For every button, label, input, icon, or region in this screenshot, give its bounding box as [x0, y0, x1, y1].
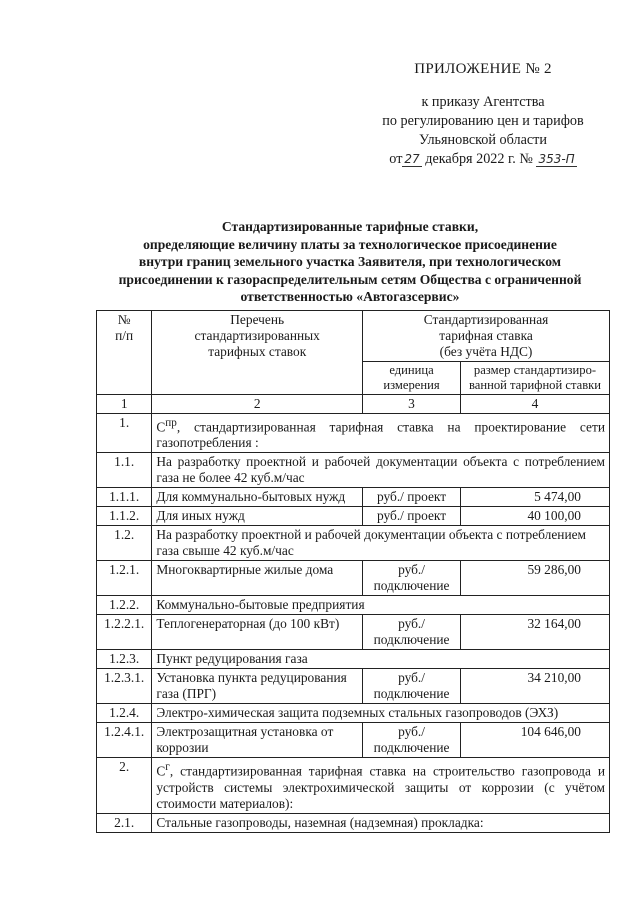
- row-number: 1.1.2.: [97, 507, 152, 526]
- handwritten-order-number: 353-П: [538, 152, 575, 166]
- header-size-line: размер стандартизиро-: [473, 363, 597, 377]
- column-number: 2: [152, 395, 363, 414]
- row-description: Установка пункта редуцирования газа (ПРГ): [152, 669, 363, 704]
- unit-line: подключение: [373, 578, 450, 594]
- row-number: 1.2.2.: [97, 596, 152, 615]
- row-number: 1.2.2.1.: [97, 615, 152, 650]
- row-description: Коммунально-бытовые предприятия: [152, 596, 610, 615]
- unit-line: подключение: [373, 632, 450, 648]
- document-title: [96, 218, 604, 306]
- order-reference-line: к приказу Агентства: [421, 94, 545, 110]
- date-prefix: от: [389, 151, 403, 167]
- appendix-header: [358, 60, 608, 169]
- row-number: 2.1.: [97, 813, 152, 832]
- row-number: 1.2.4.1.: [97, 723, 152, 758]
- row-description: Теплогенераторная (до 100 кВт): [152, 615, 363, 650]
- header-group-line: Стандартизированная: [423, 312, 549, 327]
- title-line: внутри границ земельного участка Заявителя, при технологическом: [138, 254, 562, 269]
- tariff-rates-table: [96, 310, 610, 833]
- row-unit: [363, 669, 461, 704]
- row-number: 1.2.3.1.: [97, 669, 152, 704]
- header-size-cell: [460, 362, 609, 395]
- header-list-cell: [152, 311, 363, 395]
- row-unit: [363, 723, 461, 758]
- row-description: На разработку проектной и рабочей документации объекта с потреблением газа не более 42 куб.м/час: [152, 453, 610, 488]
- row-value: 40 100,00: [460, 507, 609, 526]
- row-value: 32 164,00: [460, 615, 609, 650]
- unit-line: руб./: [398, 724, 425, 740]
- row-number: 1.1.: [97, 453, 152, 488]
- handwritten-day: 27: [404, 152, 420, 166]
- title-line: ответственностью «Автогазсервис»: [240, 289, 460, 304]
- row-description: Для иных нужд: [152, 507, 363, 526]
- row-number: 1.2.4.: [97, 704, 152, 723]
- column-number-row: [97, 395, 610, 414]
- unit-line: подключение: [373, 740, 450, 756]
- header-list-line: Перечень: [230, 312, 285, 327]
- table-row: [97, 414, 610, 453]
- row-number: 1.2.1.: [97, 561, 152, 596]
- row-unit: руб./ проект: [363, 488, 461, 507]
- table-row: [97, 650, 610, 669]
- header-list-line: стандартизированных: [194, 328, 320, 343]
- header-list-line: тарифных ставок: [208, 344, 307, 359]
- column-number: 4: [460, 395, 609, 414]
- table-row: [97, 704, 610, 723]
- row-description: Для коммунально-бытовых нужд: [152, 488, 363, 507]
- table-row: [97, 723, 610, 758]
- unit-line: руб./: [398, 670, 425, 686]
- region-line: Ульяновской области: [419, 132, 547, 148]
- unit-line: руб./: [398, 616, 425, 632]
- row-number: 1.2.3.: [97, 650, 152, 669]
- table-row: [97, 561, 610, 596]
- table-row: [97, 453, 610, 488]
- table-row: [97, 615, 610, 650]
- table-row: [97, 488, 610, 507]
- row-value: 34 210,00: [460, 669, 609, 704]
- row-description: На разработку проектной и рабочей документации объекта с потреблением газа свыше 42 куб.м/час: [152, 526, 610, 561]
- header-size-line: ванной тарифной ставки: [468, 378, 602, 392]
- agency-name-line: по регулированию цен и тарифов: [382, 113, 584, 129]
- table-row: [97, 813, 610, 832]
- title-line: определяющие величину платы за технологическое присоединение: [143, 236, 557, 252]
- row-description: Электро-химическая защита подземных стальных газопроводов (ЭХЗ): [152, 704, 610, 723]
- row-value: 5 474,00: [460, 488, 609, 507]
- header-unit-line: измерения: [383, 378, 440, 392]
- rate-symbol-superscript: пр: [165, 417, 177, 429]
- header-unit-line: единица: [389, 363, 434, 377]
- row-text: , стандартизированная тарифная ставка на строительство газопровода и устройств системы электрохимической защиты от коррозии (с учётом стоимости материалов):: [156, 763, 605, 811]
- unit-line: подключение: [373, 686, 450, 702]
- order-date-line: [358, 150, 608, 169]
- rate-symbol: С: [156, 763, 166, 779]
- date-middle: декабря 2022 г. №: [425, 151, 533, 167]
- row-number: 2.: [97, 758, 152, 813]
- table-header-row: [97, 311, 610, 362]
- row-unit: [363, 561, 461, 596]
- table-row: [97, 526, 610, 561]
- table-row: [97, 758, 610, 813]
- header-number-cell: [97, 311, 152, 395]
- title-line: Стандартизированные тарифные ставки,: [221, 219, 479, 234]
- row-value: 59 286,00: [460, 561, 609, 596]
- header-rate-group-cell: [363, 311, 610, 362]
- row-value: 104 646,00: [460, 723, 609, 758]
- rate-symbol: С: [156, 419, 166, 435]
- row-description: [152, 758, 610, 813]
- row-number: 1.1.1.: [97, 488, 152, 507]
- row-number: 1.: [97, 414, 152, 453]
- header-group-line: (без учёта НДС): [439, 344, 533, 359]
- column-number: 3: [363, 395, 461, 414]
- table-row: [97, 669, 610, 704]
- row-description: Многоквартирные жилые дома: [152, 561, 363, 596]
- row-description: Стальные газопроводы, наземная (надземная) прокладка:: [152, 813, 610, 832]
- row-unit: [363, 615, 461, 650]
- row-unit: руб./ проект: [363, 507, 461, 526]
- column-number: 1: [97, 395, 152, 414]
- row-text: , стандартизированная тарифная ставка на проектирование сети газопотребления :: [156, 419, 605, 451]
- row-number: 1.2.: [97, 526, 152, 561]
- header-number-label: п/п: [115, 328, 134, 343]
- row-description: Электрозащитная установка от коррозии: [152, 723, 363, 758]
- row-description: Пункт редуцирования газа: [152, 650, 610, 669]
- header-unit-cell: [363, 362, 461, 395]
- header-number-symbol: №: [117, 312, 131, 327]
- appendix-title: ПРИЛОЖЕНИЕ № 2: [414, 61, 552, 77]
- rate-symbol-superscript: г: [165, 761, 170, 774]
- header-group-line: тарифная ставка: [439, 328, 533, 343]
- table-row: [97, 507, 610, 526]
- row-description: [152, 414, 610, 453]
- unit-line: руб./: [398, 562, 425, 578]
- table-row: [97, 596, 610, 615]
- title-line: присоединении к газораспределительным сетям Общества с ограниченной: [118, 271, 582, 287]
